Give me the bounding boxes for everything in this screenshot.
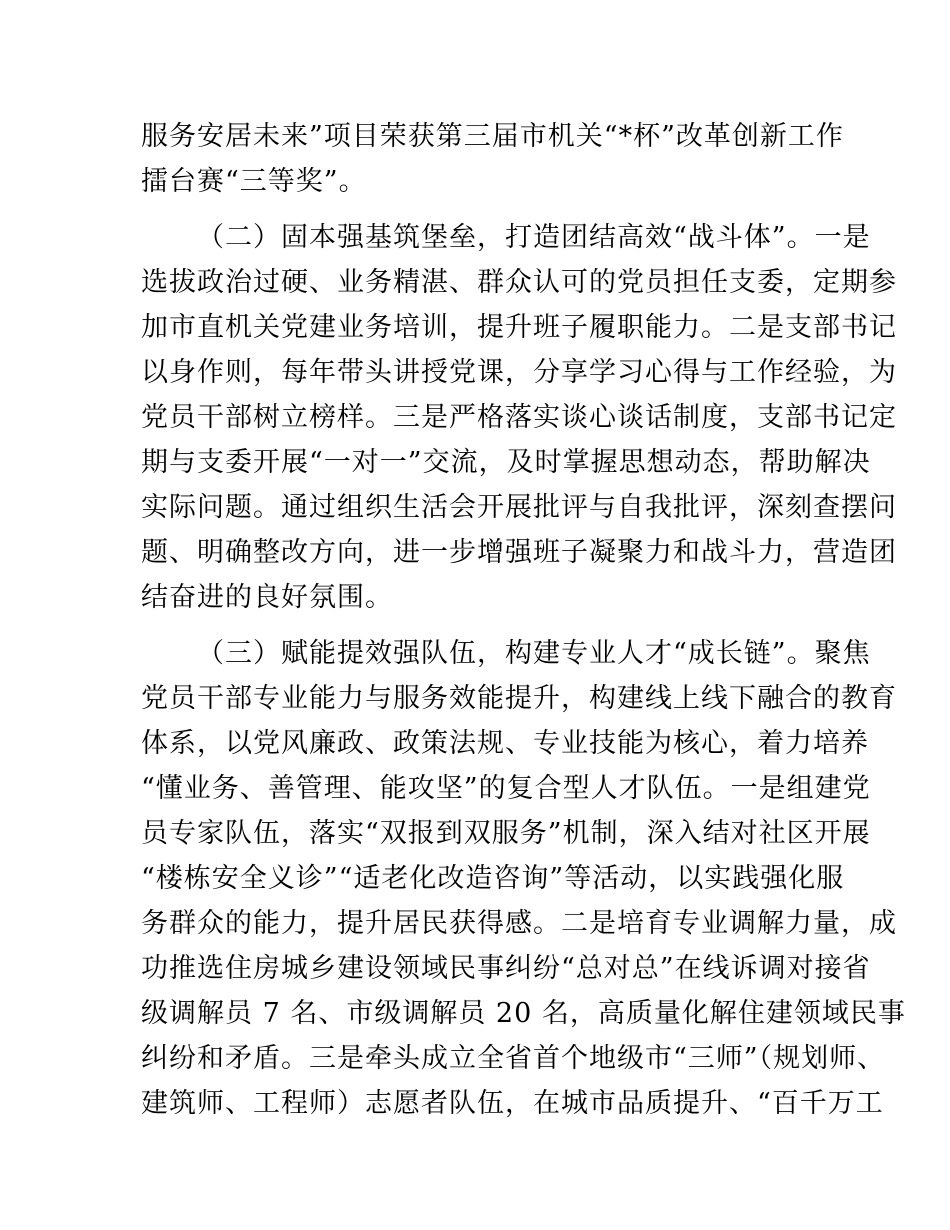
text-line: 题、明确整改方向，进一步增强班子凝聚力和战斗力，营造团 (141, 537, 897, 568)
text-line: 纠纷和矛盾。三是牵头成立全省首个地级市“三师”（规划师、 (141, 1043, 886, 1074)
text-line: 结奋进的良好氛围。 (141, 582, 393, 613)
paragraph-section-two (141, 215, 897, 620)
text-line: 选拔政治过硬、业务精湛、群众认可的党员担任支委，定期参 (141, 267, 897, 298)
text-line: 体系，以党风廉政、政策法规、专业技能为核心，着力培养 (141, 728, 869, 759)
text-line: “楼栋安全义诊”“适老化改造咨询”等活动，以实践强化服 (141, 863, 845, 894)
text-line: 实际问题。通过组织生活会开展批评与自我批评，深刻查摆问 (141, 492, 897, 523)
text-line: 务群众的能力，提升居民获得感。二是培育专业调解力量，成 (141, 908, 897, 939)
text-line: 期与支委开展“一对一”交流，及时掌握思想动态，帮助解决 (141, 447, 871, 478)
document-body (141, 114, 906, 1126)
text-line: 以身作则，每年带头讲授党课，分享学习心得与工作经验，为 (141, 357, 897, 388)
text-line: 擂台赛“三等奖”。 (141, 166, 367, 197)
text-line: “懂业务、善管理、能攻坚”的复合型人才队伍。一是组建党 (141, 773, 871, 804)
text-line: 建筑师、工程师）志愿者队伍，在城市品质提升、“百千万工 (141, 1088, 884, 1119)
section-heading-line: （二）固本强基筑堡垒，打造团结高效“战斗体”。一是 (197, 222, 871, 253)
text-line: 服务安居未来”项目荣获第三届市机关“*杯”改革创新工作 (141, 121, 844, 152)
text-line: 级调解员 7 名、市级调解员 20 名，高质量化解住建领域民事 (141, 998, 906, 1029)
text-line: 功推选住房城乡建设领域民事纠纷“总对总”在线诉调对接省 (141, 953, 871, 984)
text-line: 党员干部专业能力与服务效能提升，构建线上线下融合的教育 (141, 683, 897, 714)
text-line: 加市直机关党建业务培训，提升班子履职能力。二是支部书记 (141, 312, 897, 343)
text-line: 员专家队伍，落实“双报到双服务”机制，深入结对社区开展 (141, 818, 871, 849)
paragraph-section-three (141, 631, 906, 1126)
section-heading-line: （三）赋能提效强队伍，构建专业人才“成长链”。聚焦 (197, 638, 871, 669)
paragraph-intro (141, 114, 844, 204)
text-line: 党员干部树立榜样。三是严格落实谈心谈话制度，支部书记定 (141, 402, 897, 433)
